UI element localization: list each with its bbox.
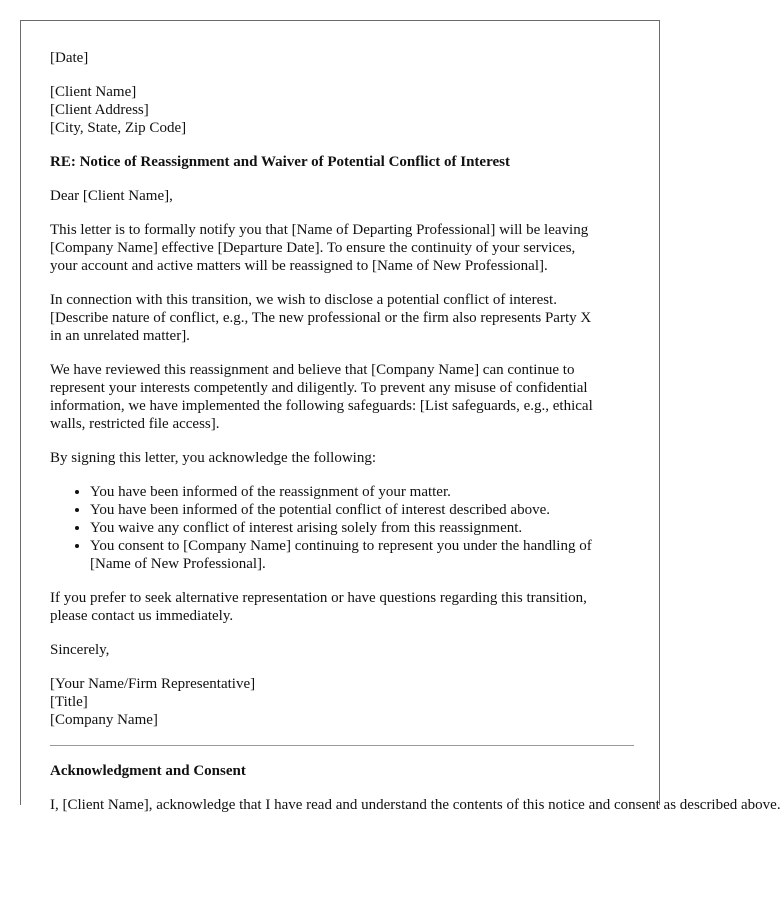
signature-company: [Company Name] [50, 712, 158, 728]
paragraph-line: please contact us immediately. [50, 608, 234, 624]
paragraph-safeguards [50, 361, 634, 433]
list-item-text: • You have been informed of the potential conflict of interest described above. [90, 502, 550, 518]
paragraph-line: your account and active matters will be reassigned to [Name of New Professional]. [50, 258, 548, 274]
client-name: [Client Name] [50, 84, 137, 100]
acknowledgment-text: I, [Client Name], acknowledge that I have read and understand the contents of this notice and consent as described above. [50, 797, 781, 813]
list-item [90, 483, 634, 501]
client-city-state-zip: [City, State, Zip Code] [50, 120, 187, 136]
acknowledgment-heading: Acknowledgment and Consent [50, 763, 246, 779]
paragraph-contact [50, 589, 634, 625]
paragraph-line: information, we have implemented the following safeguards: [List safeguards, e.g., ethical [50, 398, 593, 414]
signature-name: [Your Name/Firm Representative] [50, 676, 256, 692]
paragraph-line: [Company Name] effective [Departure Date]. To ensure the continuity of your services, [50, 240, 576, 256]
paragraph-line: represent your interests competently and diligently. To prevent any misuse of confidential [50, 380, 588, 396]
section-divider [50, 745, 634, 746]
paragraph-conflict-disclosure [50, 291, 634, 345]
client-address: [Client Address] [50, 102, 149, 118]
subject-line: RE: Notice of Reassignment and Waiver of Potential Conflict of Interest [50, 154, 510, 170]
date-line [50, 49, 634, 67]
salutation: Dear [Client Name], [50, 188, 173, 204]
list-item-text: [Name of New Professional]. [90, 556, 266, 572]
paragraph-line: This letter is to formally notify you that [Name of Departing Professional] will be leaving [50, 222, 589, 238]
paragraph-line: In connection with this transition, we wish to disclose a potential conflict of interest. [50, 292, 557, 308]
signature-title: [Title] [50, 694, 88, 710]
client-address-block [50, 83, 634, 137]
list-item [90, 519, 634, 537]
paragraph-line: walls, restricted file access]. [50, 416, 220, 432]
list-item [90, 501, 634, 519]
letter-page [20, 20, 781, 813]
paragraph-acknowledge-intro: By signing this letter, you acknowledge the following: [50, 450, 377, 466]
paragraph-line: [Describe nature of conflict, e.g., The new professional or the firm also represents Party X [50, 310, 592, 326]
date: [Date] [50, 50, 89, 66]
paragraph-line: If you prefer to seek alternative representation or have questions regarding this transition, [50, 590, 587, 606]
closing: Sincerely, [50, 642, 110, 658]
signature-block [50, 675, 634, 729]
list-item [90, 537, 634, 573]
letter-body [50, 49, 781, 814]
list-item-text: • You waive any conflict of interest arising solely from this reassignment. [90, 520, 523, 536]
acknowledgment-list [50, 483, 634, 573]
paragraph-notification [50, 221, 634, 275]
paragraph-line: We have reviewed this reassignment and believe that [Company Name] can continue to [50, 362, 575, 378]
paragraph-line: in an unrelated matter]. [50, 328, 190, 344]
list-item-text: • You consent to [Company Name] continuing to represent you under the handling of [90, 538, 592, 554]
list-item-text: • You have been informed of the reassignment of your matter. [90, 484, 451, 500]
